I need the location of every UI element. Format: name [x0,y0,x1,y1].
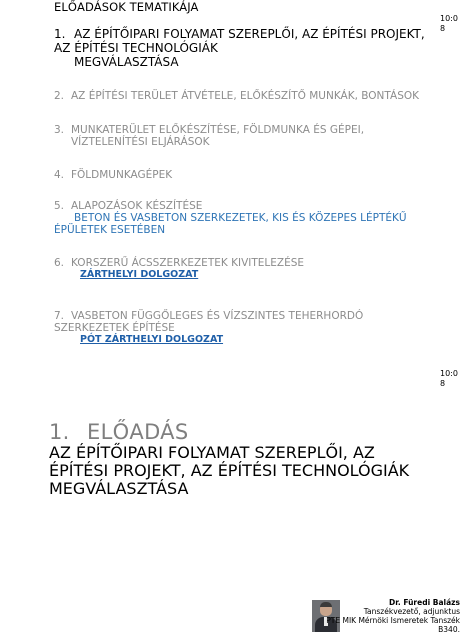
topic-text: VÍZTELENÍTÉSI ELJÁRÁSOK [71,136,210,148]
lecture-label: ELŐADÁS [87,420,189,444]
topic-2 [54,90,419,102]
topic-4 [54,169,172,181]
topic-5-subtitle [54,212,407,236]
subtitle-text: ÉPÜLETEK ESETÉBEN [54,224,166,236]
topic-number: 2. [54,90,65,102]
lecture-title-line: AZ ÉPÍTŐIPARI FOLYAMAT SZEREPLŐI, AZ [49,443,375,462]
lecture-number: 1. [49,420,70,444]
author-info [326,598,460,634]
author-role: Tanszékvezető, adjunktus [363,607,460,616]
topic-3 [54,124,364,148]
topic-text: FÖLDMUNKAGÉPEK [71,169,173,181]
topic-text: KORSZERŰ ÁCSSZERKEZETEK KIVITELEZÉSE [71,257,305,269]
topic-text: SZERKEZETEK ÉPÍTÉSE [54,322,175,334]
topic-number: 1. [54,27,66,41]
topic-number: 4. [54,169,65,181]
lecture-heading [49,420,188,444]
slide-time-mid [440,369,460,389]
author-room: B340. [438,625,460,634]
retake-exam-link[interactable]: PÓT ZÁRTHELYI DOLGOZAT [80,334,224,345]
topic-number: 6. [54,257,65,269]
page-title: ELŐADÁSOK TEMATIKÁJA [54,0,199,14]
topic-number: 3. [54,124,65,136]
time-part: 10:0 [440,369,458,378]
topic-text: MEGVÁLASZTÁSA [74,55,179,69]
topic-6 [54,257,304,269]
time-part: 10:0 [440,14,458,23]
topic-text: VASBETON FÜGGŐLEGES ÉS VÍZSZINTES TEHERHORDÓ [71,310,364,322]
author-department: PTE MIK Mérnöki Ismeretek Tanszék [326,616,460,625]
subtitle-text: BETON ÉS VASBETON SZERKEZETEK, KIS ÉS KÖZEPES LÉPTÉKŰ [74,212,407,224]
topic-number: 5. [54,200,65,212]
topic-text: ALAPOZÁSOK KÉSZÍTÉSE [71,200,203,212]
topic-text: AZ ÉPÍTÉSI TERÜLET ÁTVÉTELE, ELŐKÉSZÍTŐ MUNKÁK, BONTÁSOK [71,90,420,102]
lecture-title-line: MEGVÁLASZTÁSA [49,479,189,498]
topic-text: MUNKATERÜLET ELŐKÉSZÍTÉSE, FÖLDMUNKA ÉS GÉPEI, [71,124,365,136]
lecture-title-line: ÉPÍTÉSI PROJEKT, AZ ÉPÍTÉSI TECHNOLÓGIÁK [49,461,410,480]
author-name: Dr. Füredi Balázs [389,598,460,607]
lecture-title [49,444,429,498]
topic-text: AZ ÉPÍTÉSI TECHNOLÓGIÁK [54,41,218,55]
topic-number: 7. [54,310,65,322]
topic-text: AZ ÉPÍTŐIPARI FOLYAMAT SZEREPLŐI, AZ ÉPÍTÉSI PROJEKT, [74,27,425,41]
time-part: 8 [440,379,446,388]
topic-1 [54,27,434,69]
slide-time-top [440,14,460,34]
topic-5 [54,200,202,212]
time-part: 8 [440,24,446,33]
topic-7 [54,310,363,334]
midterm-exam-link[interactable]: ZÁRTHELYI DOLGOZAT [80,269,199,280]
